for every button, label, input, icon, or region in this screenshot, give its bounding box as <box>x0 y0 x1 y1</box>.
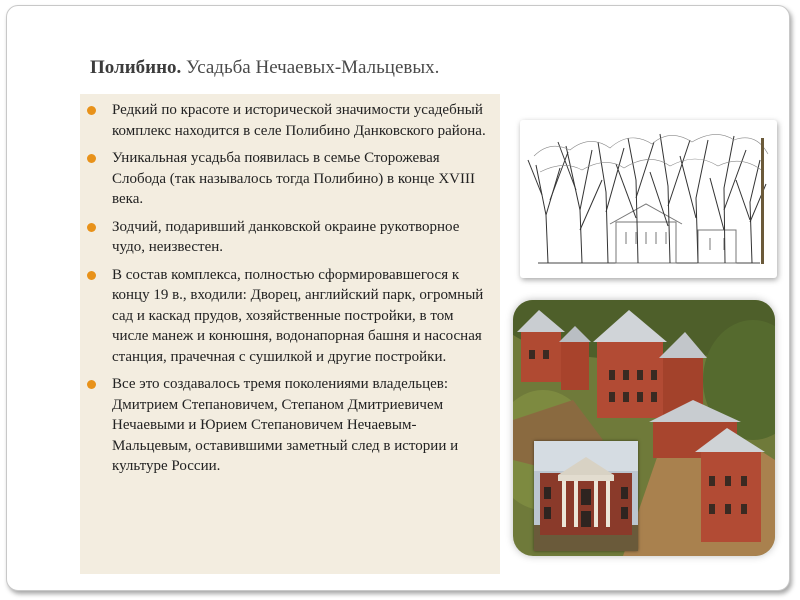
bullet-item <box>80 265 490 368</box>
bullet-icon <box>87 380 96 389</box>
bullet-icon <box>87 223 96 232</box>
estate-sketch-image <box>520 120 777 278</box>
slide-title-rest: Усадьба Нечаевых-Мальцевых. <box>181 57 440 78</box>
bullet-icon <box>87 154 96 163</box>
bullet-item <box>80 100 490 141</box>
bullet-icon <box>87 106 96 115</box>
bullet-text: Редкий по красоте и исторической значимости усадебный комплекс находится в селе Полибино Данковского района. <box>112 102 486 139</box>
slide-title <box>90 57 439 79</box>
slide-title-bold: Полибино. <box>90 57 182 78</box>
bullet-text: Зодчий, подаривший данковской окраине рукотворное чудо, неизвестен. <box>112 218 460 255</box>
bullet-item <box>80 374 490 477</box>
bullet-item <box>80 148 490 210</box>
bullet-icon <box>87 271 96 280</box>
manor-facade-photo <box>534 441 638 551</box>
bullet-text: В состав комплекса, полностью сформировавшегося к концу 19 в., входили: Дворец, английский парк, огромный сад и каскад прудов, хозяйственные постройки, в том числе манеж и конюшня, водонапорная башня и насосная станция, прачечная с сушилкой и другие постройки. <box>112 266 484 365</box>
bullet-item <box>80 217 490 258</box>
bullet-text: Уникальная усадьба появилась в семье Сторожевая Слобода (так называлось тогда Полибино) в конце XVIII века. <box>112 150 475 207</box>
bullet-list <box>80 94 500 477</box>
text-panel <box>80 94 500 574</box>
bullet-text: Все это создавалось тремя поколениями владельцев: Дмитрием Степановичем, Степаном Дмитриевичем Нечаевыми и Юрием Степановичем Нечаевым-Мальцевым, оставившими заметный след в истории и культуре России. <box>112 376 459 474</box>
